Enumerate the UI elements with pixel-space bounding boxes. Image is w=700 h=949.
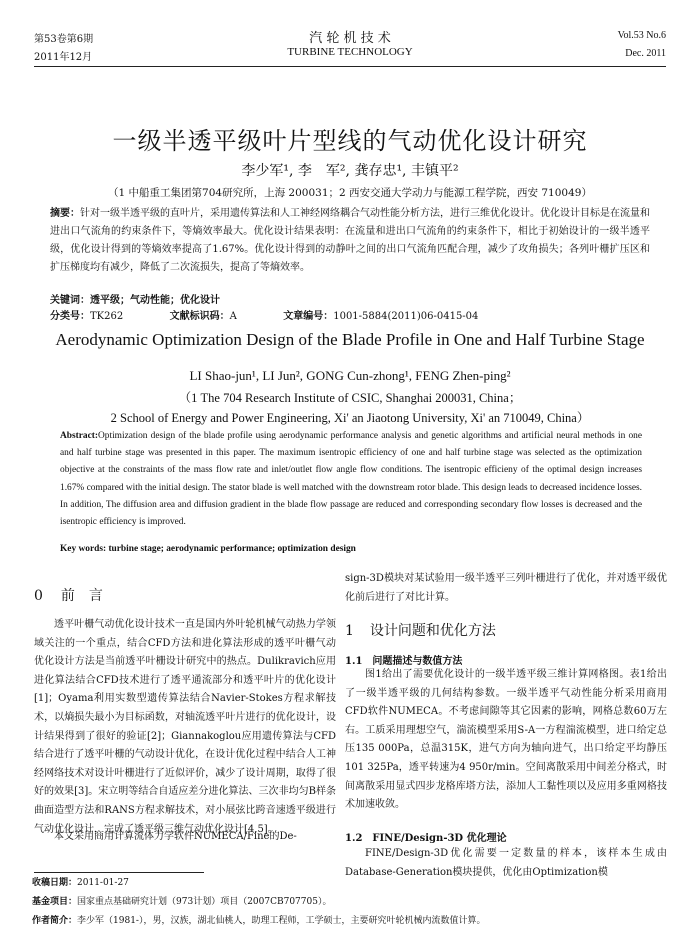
subsection-1-1-text xyxy=(345,666,667,815)
affiliation-cn: （1 中船重工集团第704研究所，上海 200031；2 西安交通大学动力与能源工程学院，西安 710049） xyxy=(108,187,592,199)
authors-en: LI Shao-jun¹, LI Jun², GONG Cun-zhong¹, FENG Zhen-ping² xyxy=(189,368,511,383)
keywords-en xyxy=(60,540,642,558)
abstract-cn-text: 针对一级半透平级的直叶片，采用遗传算法和人工神经网络耦合气动性能分析方法，进行三维优化设计。优化设计目标是在流量和进出口气流角的约束条件下，等熵效率最大。优化设计结果表明：在流量和进出口气流角的约束条件下，相比于初始设计的一级半透平级，优化设计得到的等熵效率提高了1.67%。优化设计得到的动静叶之间的出口气流角匹配合理，减少了攻角损失；各列叶栅扩压区和扩压梯度均有减少，降低了二次流损失，提高了等熵效率。 xyxy=(50,208,650,273)
intro-text-2: 本文采用商用计算流体力学软件NUMECA/Fine的De- xyxy=(54,831,297,842)
header-rule xyxy=(34,66,666,67)
footnote-fund xyxy=(32,894,672,911)
subsection-1-2-title: FINE/Design-3D 优化理论 xyxy=(372,833,507,844)
date-cn: 2011年12月 xyxy=(34,52,93,63)
class-value: TK262 xyxy=(90,311,124,322)
keywords-en-label: Key words: xyxy=(60,544,107,554)
title-en: Aerodynamic Optimization Design of the Blade Profile in One and Half Turbine Stage xyxy=(55,330,645,349)
date-en: Dec. 2011 xyxy=(625,48,666,59)
subsection-1-2-body: FINE/Design-3D优化需要一定数量的样本，该样本生成由Database-Generation模块提供，优化由Optimization模 xyxy=(345,848,667,878)
volume-cn: 第53卷第6期 xyxy=(34,34,94,45)
section-0-number: 0 xyxy=(34,588,43,604)
right-intro xyxy=(345,570,667,607)
authors-cn: 李少军¹, 李 军², 龚存忠¹, 丰镇平² xyxy=(241,163,459,179)
subsection-1-2-number: 1.2 xyxy=(345,833,363,844)
keywords-cn-text: 透平级；气动性能；优化设计 xyxy=(90,295,220,306)
intro-text: 透平叶栅气动优化设计技术一直是国内外叶轮机械气动热力学领域关注的一个重点，结合CFD方法和进化算法形成的透平叶栅气动优化设计方法是当前透平叶栅设计研究中的热点。Dulikravich应用进化算法结合CFD技术进行了透平通流部分和透平叶片的优化设计[1]；Oyama利用实数型遗传算法结合Navier-Stokes方程求解技术，以熵损失最小为目标函数，对轴流透平叶片进行的优化设计，设计结果得到了很好的验证[2]；Giannakoglou应用遗传算法与CFD结合进行了透平叶栅的气动设计优化，在设计优化过程中结合人工神经网络技术对设计叶栅进行了近似评价，减少了设计周期，取得了很好的效果[3]。宋立明等结合自适应差分进化算法、三次非均匀B样条曲面造型方法和RANS方程求解技术，对小展弦比跨音速透平级进行气动优化设计，完成了透平级三维气动优化设计[4,5]。 xyxy=(34,619,336,835)
volume-en: Vol.53 No.6 xyxy=(617,30,666,41)
class-label: 分类号： xyxy=(50,311,90,322)
section-1-title: 设计问题和优化方法 xyxy=(369,623,496,639)
fund-label: 基金项目： xyxy=(32,897,78,907)
footnote-received xyxy=(32,875,672,892)
intro-paragraph-2 xyxy=(34,828,336,847)
keywords-en-text: turbine stage; aerodynamic performance; optimization design xyxy=(108,544,356,554)
received-value: 2011-01-27 xyxy=(77,878,129,888)
footnote-author xyxy=(32,913,672,930)
article-value: 1001-5884(2011)06-0415-04 xyxy=(333,311,479,322)
right-intro-text: sign-3D模块对某试验用一级半透平三列叶栅进行了优化，并对透平级优化前后进行了对比计算。 xyxy=(345,573,667,603)
section-0-heading xyxy=(34,585,103,605)
fund-value: 国家重点基础研究计划（973计划）项目（2007CB707705）。 xyxy=(77,897,332,907)
abstract-en xyxy=(60,428,642,531)
abstract-en-label: Abstract: xyxy=(60,431,99,441)
abstract-cn xyxy=(50,205,650,277)
intro-paragraph xyxy=(34,616,336,839)
affiliation-en-1: （1 The 704 Research Institute of CSIC, Shanghai 200031, China； xyxy=(178,391,522,405)
doc-label: 文献标识码： xyxy=(169,311,230,322)
subsection-1-2-heading xyxy=(345,829,507,844)
affiliation-en-2: 2 School of Energy and Power Engineering, Xi' an Jiaotong University, Xi' an 710049, China） xyxy=(110,411,590,425)
footnote-rule xyxy=(34,872,204,873)
abstract-en-text: Optimization design of the blade profile using aerodynamic performance analysis and genetic algorithms and artificial neural methods in one and half turbine stage was presented in this paper. The maximum isentropic efficiency of one and half turbine stage was selected as the optimization objective at the constraints of the mass flow rate and inlet/outlet flow angle flow conditions. The isentropic efficieny of the optimal design increases 1.67% compared with the initial design. The stator blade is well matched with the downstream rotor blade. This design leads to decreased incidence losses. In addition, The diffusion area and diffusion gradient in the blade flow passage are reduced and corresponding secondary flow losses is decreased and the isentropic efficiency is improved. xyxy=(60,431,642,528)
subsection-1-1-heading xyxy=(345,652,462,667)
author-label: 作者简介： xyxy=(32,916,78,926)
subsection-1-1-body: 图1给出了需要优化设计的一级半透平级三维计算网格图。表1给出了一级半透平级的几何结构参数。一级半透平气动性能分析采用商用CFD软件NUMECA。不考虑间隙等其它因素的影响，网格总数60万左右。工质采用理想空气，湍流模型采用S-A一方程湍流模型，进口给定总压135 000Pa，总温315K，进气方向为轴向进气，出口给定平均静压101 325Pa，透平转速为4 950r/min。空间离散采用中间差分格式，时间离散采用显式四步龙格库塔方法，添加人工黏性项以及应用多重网格技术加速收敛。 xyxy=(345,669,667,811)
title-cn: 一级半透平级叶片型线的气动优化设计研究 xyxy=(112,127,588,155)
section-0-title: 前 言 xyxy=(60,588,103,604)
classification-line xyxy=(50,308,650,326)
journal-cn: 汽 轮 机 技 术 xyxy=(309,31,391,46)
subsection-1-1-title: 问题描述与数值方法 xyxy=(372,656,463,667)
received-label: 收稿日期： xyxy=(32,878,78,888)
abstract-cn-label: 摘要： xyxy=(50,208,80,219)
section-1-number: 1 xyxy=(345,623,354,639)
article-label: 文章编号： xyxy=(283,311,334,322)
section-1-heading xyxy=(345,620,496,640)
journal-en: TURBINE TECHNOLOGY xyxy=(287,46,413,58)
author-value: 李少军（1981-），男，汉族，湖北仙桃人，助理工程师，工学硕士，主要研究叶轮机械内流数值计算。 xyxy=(77,916,486,926)
doc-value: A xyxy=(229,311,237,322)
keywords-cn-label: 关键词： xyxy=(50,295,90,306)
subsection-1-1-number: 1.1 xyxy=(345,656,363,667)
